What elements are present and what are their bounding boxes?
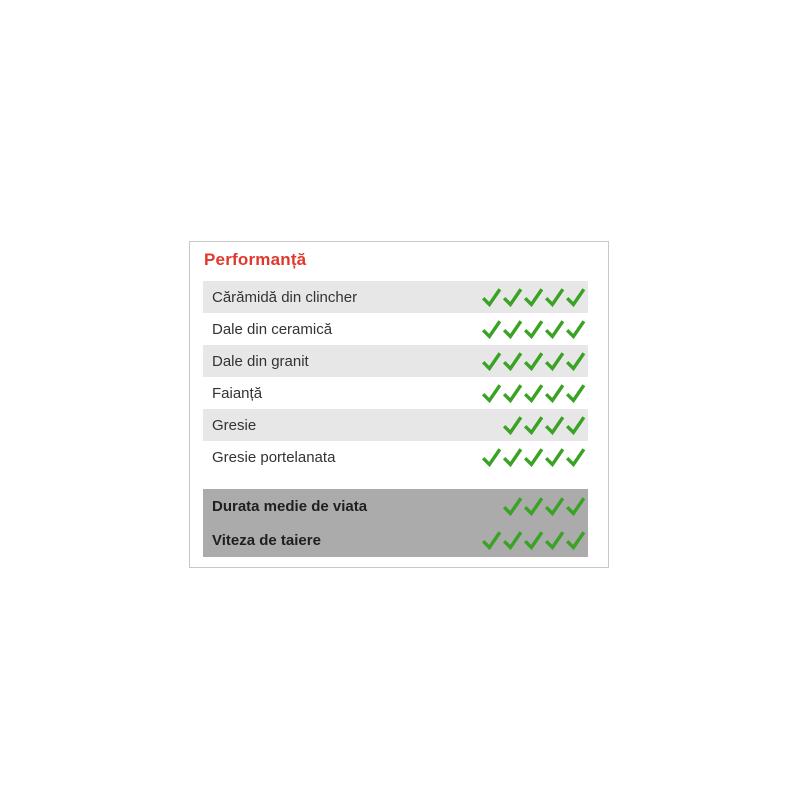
check-icon [524,531,543,550]
check-icon [503,416,522,435]
rating-checks [501,497,585,516]
check-icon [566,352,585,371]
rating-checks [480,352,585,371]
check-icon [482,384,501,403]
table-row [203,489,588,523]
row-label: Faianță [212,384,263,402]
check-icon [545,531,564,550]
check-icon [524,352,543,371]
table-row [203,441,588,473]
check-icon [482,320,501,339]
check-icon [482,288,501,307]
rating-checks [480,320,585,339]
check-icon [503,531,522,550]
table-row [203,377,588,409]
check-icon [524,497,543,516]
rating-checks [480,448,585,467]
check-icon [566,288,585,307]
row-label: Durata medie de viata [212,497,368,515]
check-icon [503,384,522,403]
row-label: Dale din ceramică [212,320,333,338]
check-icon [545,352,564,371]
check-icon [524,384,543,403]
check-icon [503,352,522,371]
check-icon [566,384,585,403]
row-label: Dale din granit [212,352,309,370]
table-row [203,281,588,313]
check-icon [545,320,564,339]
check-icon [524,448,543,467]
rating-checks [480,384,585,403]
check-icon [503,497,522,516]
table-row [203,409,588,441]
table-row [203,345,588,377]
table-row [203,313,588,345]
check-icon [482,352,501,371]
check-icon [482,531,501,550]
rating-checks [501,416,585,435]
check-icon [566,416,585,435]
check-icon [482,448,501,467]
check-icon [545,416,564,435]
row-label: Viteza de taiere [212,531,321,549]
panel-title: Performanță [204,250,307,269]
check-icon [566,497,585,516]
check-icon [524,288,543,307]
check-icon [545,497,564,516]
check-icon [503,320,522,339]
performance-rows [203,281,588,473]
check-icon [566,320,585,339]
performance-panel [189,241,609,568]
check-icon [566,448,585,467]
check-icon [566,531,585,550]
rating-checks [480,531,585,550]
check-icon [524,320,543,339]
check-icon [545,288,564,307]
check-icon [545,384,564,403]
check-icon [524,416,543,435]
row-label: Gresie portelanata [212,448,336,466]
summary-rows [203,489,588,557]
row-label: Gresie [212,416,257,434]
check-icon [503,288,522,307]
row-label: Cărămidă din clincher [212,288,358,306]
table-row [203,523,588,557]
check-icon [503,448,522,467]
check-icon [545,448,564,467]
rating-checks [480,288,585,307]
